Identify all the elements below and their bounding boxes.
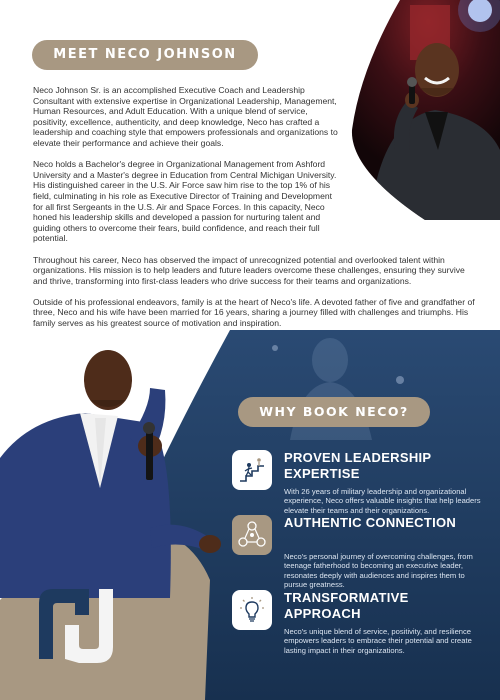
speaker-photo-bottom <box>0 348 230 598</box>
climbing-stairs-icon <box>232 450 272 490</box>
brand-logo <box>35 585 131 663</box>
feature-description: With 26 years of military leadership and organizational experience, Neco offers valuable insights that help leaders elevate their teams and their organizations. <box>284 487 481 515</box>
feature-description: Neco's personal journey of overcoming challenges, from teenage fatherhood to becoming an executive leader, resonates deeply with audiences and inspires them to pursue greatness. <box>284 552 473 590</box>
bio-section <box>33 85 478 339</box>
feature-description: Neco's unique blend of service, positivity, and resilience empowers leaders to embrace their potential and create lasting impact in their organizations. <box>284 627 472 655</box>
feature-title: PROVEN LEADERSHIP EXPERTISE <box>284 450 432 481</box>
bio-paragraph: Neco holds a Bachelor's degree in Organizational Management from Ashford University and a Master's degree in Education from Central Michigan University. His distinguished career in the U.S. Air Force saw him rise to the top 1% of his field, culminating in his role as Executive Director of Training and Development for all first Sergeants in the U.S. Air and Space Forces. In this capacity, Neco honed his leadership skills and developed a passion for nurturing talent and guiding others to overcome their fears, build confidence, and reach their full potential. <box>33 159 337 244</box>
bio-paragraph: Neco Johnson Sr. is an accomplished Executive Coach and Leadership Consultant with extensive expertise in Organizational Leadership, Management, Human Resources, and Adult Education. With a unique blend of service, positivity, excellence, authenticity, and deep knowledge, Neco has crafted a leadership and coaching style that empowers professionals and organizations to elevate their performance and achieve their goals. <box>33 85 338 148</box>
bio-paragraph: Outside of his professional endeavors, family is at the heart of Neco's life. A devoted father of five and grandfather of three, Neco and his wife have been married for 16 years, sharing a journey filled with challenges and triumphs. His family serves as his greatest source of motivation and inspiration. <box>33 296 475 329</box>
page-title: MEET NECO JOHNSON <box>32 40 258 70</box>
bio-paragraph: Throughout his career, Neco has observed the impact of unrecognized potential and overlooked talent within organizations. His mission is to help leaders and future leaders overcome these challenges, ensuring they survive and thrive, transforming into first-class leaders who drive success for their teams and organizations. <box>33 254 465 286</box>
people-network-icon <box>232 515 272 555</box>
lightbulb-icon <box>232 590 272 630</box>
why-book-title: WHY BOOK NECO? <box>238 397 430 427</box>
feature-title: TRANSFORMATIVE APPROACH <box>284 590 409 621</box>
feature-title: AUTHENTIC CONNECTION <box>284 515 457 530</box>
